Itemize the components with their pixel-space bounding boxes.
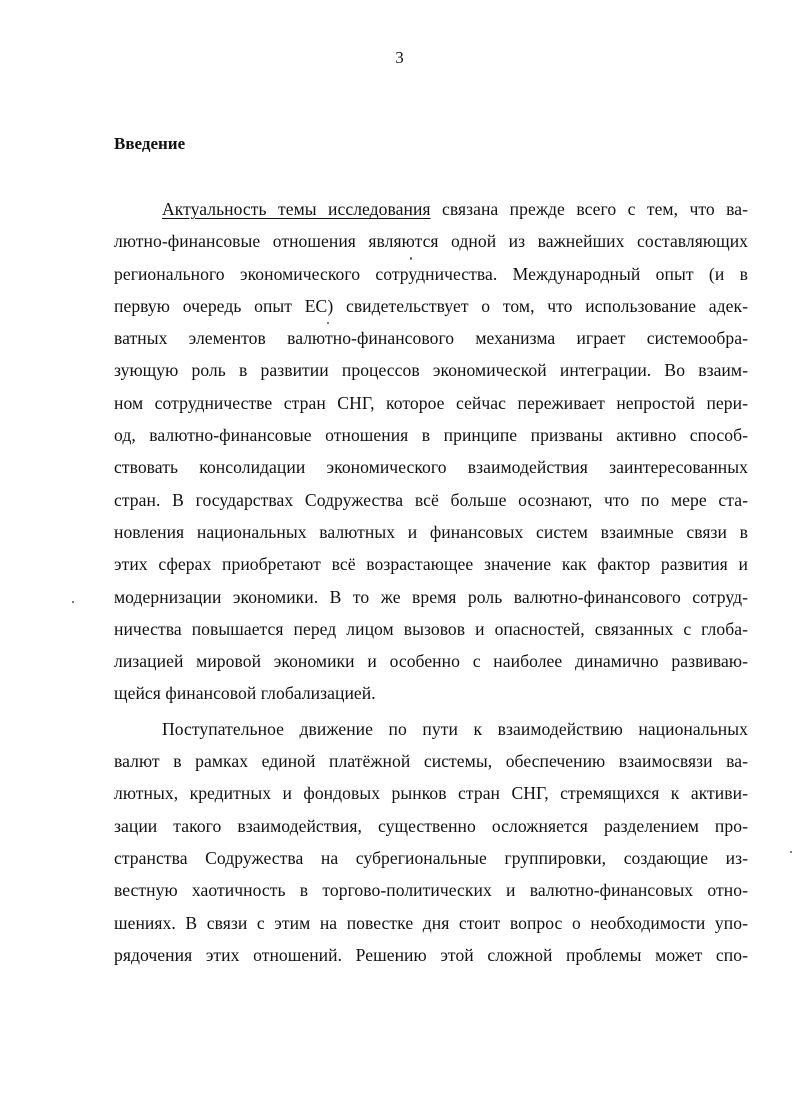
paragraph-1-line: стран. В государствах Содружества всё больше осознают, что по мере ста-	[114, 489, 748, 510]
paragraph-1-line: регионального экономического сотрудничества. Международный опыт (и в	[114, 263, 748, 284]
page-number: 3	[395, 48, 404, 67]
paragraph-1-line-1	[114, 193, 748, 225]
paragraph-1-line-1-rest: связана прежде всего с тем, что ва-	[430, 199, 748, 219]
paragraph-1-line: зующую роль в развитии процессов экономической интеграции. Во взаим-	[114, 360, 748, 381]
paragraph-2-line: рядочения этих отношений. Решению этой сложной проблемы может спо-	[114, 944, 748, 965]
paragraph-1-line: лизацией мировой экономики и особенно с наиболее динамично развиваю-	[114, 651, 748, 672]
scan-speck	[72, 601, 74, 603]
paragraph-1-line: щейся финансовой глобализацией.	[114, 683, 376, 704]
scan-speck	[327, 322, 329, 324]
paragraph-2	[114, 713, 748, 971]
paragraph-1	[114, 193, 748, 710]
paragraph-2-line: странства Содружества на субрегиональные группировки, создающие из-	[114, 847, 748, 868]
paragraph-1-line: ном сотрудничестве стран СНГ, которое сейчас переживает непростой пери-	[114, 392, 748, 413]
paragraph-1-line: од, валютно-финансовые отношения в принципе призваны активно способ-	[114, 425, 748, 446]
paragraph-2-line: валют в рамках единой платёжной системы, обеспечению взаимосвязи ва-	[114, 751, 748, 772]
body-text	[114, 193, 748, 971]
paragraph-1-line: ватных элементов валютно-финансового механизма играет системообра-	[114, 328, 748, 349]
paragraph-1-line: этих сферах приобретают всё возрастающее значение как фактор развития и	[114, 554, 748, 575]
scan-speck	[790, 851, 792, 853]
paragraph-1-line: новления национальных валютных и финансовых систем взаимные связи в	[114, 521, 748, 542]
paragraph-1-line: ничества повышается перед лицом вызовов и опасностей, связанных с глоба-	[114, 618, 748, 639]
paragraph-2-line: Поступательное движение по пути к взаимодействию национальных	[162, 718, 748, 739]
paragraph-1-line: первую очередь опыт ЕС) свидетельствует о том, что использование адек-	[114, 295, 748, 316]
paragraph-1-line: модернизации экономики. В то же время роль валютно-финансового сотруд-	[114, 586, 748, 607]
paragraph-2-line: шениях. В связи с этим на повестке дня стоит вопрос о необходимости упо-	[114, 912, 748, 933]
paragraph-2-line: зации такого взаимодействия, существенно осложняется разделением про-	[114, 815, 748, 836]
paragraph-2-line: лютных, кредитных и фондовых рынков стран СНГ, стремящихся к активи-	[114, 783, 748, 804]
paragraph-2-line: вестную хаотичность в торгово-политических и валютно-финансовых отно-	[114, 880, 748, 901]
scan-speck	[410, 257, 412, 260]
section-heading: Введение	[114, 134, 186, 153]
topic-relevance-term: Актуальность темы исследования	[162, 199, 431, 219]
paragraph-1-line: ствовать консолидации экономического взаимодействия заинтересованных	[114, 457, 748, 478]
paragraph-1-line: лютно-финансовые отношения являются одной из важнейших составляющих	[114, 231, 748, 252]
